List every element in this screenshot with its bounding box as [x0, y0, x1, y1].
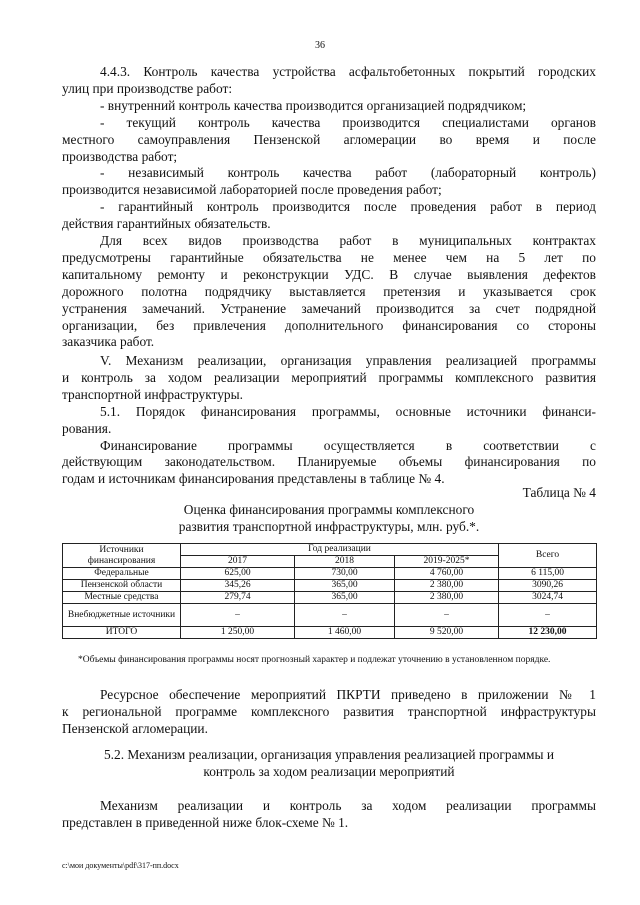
text-line: дорожного полотна подрядчику выставляется претензия и указывается срок — [62, 283, 596, 299]
heading-5-2-line-2: контроль за ходом реализации мероприятий — [203, 764, 455, 779]
text-line: производства работ; — [62, 148, 178, 164]
header-year-2019-2025: 2019-2025* — [395, 556, 499, 568]
row-name: Федеральные — [63, 568, 181, 580]
row-value: 730,00 — [295, 568, 395, 580]
text-line: капитальному ремонту и реконструкции УДС. В случае выявления дефектов — [62, 266, 596, 282]
row-total: 3024,74 — [499, 592, 597, 604]
page-number: 36 — [315, 40, 325, 51]
text-line: к региональной программе комплексного развития транспортной инфраструктуры — [62, 703, 596, 719]
header-year-2018: 2018 — [295, 556, 395, 568]
heading-5-2-line-1: 5.2. Механизм реализации, организация управления реализацией программы и — [103, 747, 554, 762]
text-line: Пензенской агломерации. — [62, 720, 208, 736]
text-line: - текущий контроль качества производится специалистами органов — [100, 114, 596, 130]
text-line: Для всех видов производства работ в муниципальных контрактах — [100, 233, 596, 248]
row-value: 345,26 — [181, 580, 295, 592]
row-value: 625,00 — [181, 568, 295, 580]
text-line: - независимый контроль качества работ (лабораторный контроль) — [100, 165, 596, 181]
row-value: 279,74 — [181, 592, 295, 604]
text-line: 5.1. Порядок финансирования программы, основные источники финанси- — [100, 403, 596, 419]
text-line: рования. — [62, 420, 112, 436]
text-line: устранения замечаний. Устранение замечаний производится за счет подрядной — [62, 300, 596, 316]
text-line: заказчика работ. — [62, 334, 155, 350]
header-year: Год реализации — [181, 544, 499, 556]
text-line: Ресурсное обеспечение мероприятий ПКРТИ приведено в приложении № 1 — [100, 687, 596, 702]
table-row — [63, 604, 597, 627]
row-total: – — [499, 604, 597, 627]
table-footnote: *Объемы финансирования программы носят прогнозный характер и подлежат уточнению в установленном порядке. — [78, 655, 551, 665]
header-year-2017: 2017 — [181, 556, 295, 568]
row-total: 6 115,00 — [499, 568, 597, 580]
row-value: 1 460,00 — [295, 627, 395, 639]
text-line: Механизм реализации и контроль за ходом реализации программы — [100, 798, 596, 813]
text-line: действующим законодательством. Планируемые объемы финансирования по — [62, 454, 596, 470]
table-row — [63, 568, 597, 580]
table-title-line-1: Оценка финансирования программы комплексного — [183, 502, 475, 517]
text-line: представлен в приведенной ниже блок-схеме № 1. — [62, 814, 349, 830]
text-line: транспортной инфраструктуры. — [62, 386, 243, 402]
text-line: и контроль за ходом реализации мероприятий программы комплексного развития — [62, 369, 596, 385]
row-value: 1 250,00 — [181, 627, 295, 639]
text-line: местного самоуправления Пензенской агломерации во время и после — [62, 131, 596, 147]
table-row-total — [63, 627, 597, 639]
row-value: 4 760,00 — [395, 568, 499, 580]
text-line: организации, без привлечения дополнительного финансирования со стороны — [62, 317, 596, 333]
text-line: производится независимой лабораторией после проведения работ; — [62, 182, 442, 198]
row-name: ИТОГО — [63, 627, 181, 639]
text-line: - гарантийный контроль производится после проведения работ в период — [100, 199, 596, 215]
row-name: Местные средства — [63, 592, 181, 604]
text-line: V. Механизм реализации, организация управления реализацией программы — [100, 353, 596, 368]
row-value: – — [181, 604, 295, 627]
row-value: 2 380,00 — [395, 592, 499, 604]
text-line: улиц при производстве работ: — [62, 80, 233, 96]
row-total: 12 230,00 — [499, 627, 597, 639]
text-line: Финансирование программы осуществляется в соответствии с — [100, 437, 596, 453]
row-name: Внебюджетные источники — [63, 604, 181, 627]
table-title-line-2: развития транспортной инфраструктуры, млн. руб.*. — [178, 519, 480, 534]
text-line: предусмотрены гарантийные обязательства не менее чем на 5 лет по — [62, 249, 596, 265]
row-total: 3090,26 — [499, 580, 597, 592]
row-value: 365,00 — [295, 592, 395, 604]
row-name: Пензенской области — [63, 580, 181, 592]
header-sources: Источники финансирования — [63, 544, 181, 568]
row-value: 365,00 — [295, 580, 395, 592]
text-line: - внутренний контроль качества производится организацией подрядчиком; — [100, 97, 527, 113]
text-line: действия гарантийных обязательств. — [62, 216, 271, 232]
header-total: Всего — [499, 544, 597, 568]
file-path: c:\мои документы\pdf\317-пп.docx — [62, 861, 179, 870]
table-row — [63, 592, 597, 604]
row-value: 9 520,00 — [395, 627, 499, 639]
financing-table — [62, 543, 597, 639]
row-value: 2 380,00 — [395, 580, 499, 592]
text-line: годам и источникам финансирования представлены в таблице № 4. — [62, 471, 445, 487]
row-value: – — [295, 604, 395, 627]
row-value: – — [395, 604, 499, 627]
table-row — [63, 580, 597, 592]
table-label: Таблица № 4 — [522, 485, 596, 500]
text-line: 4.4.3. Контроль качества устройства асфальтобетонных покрытий городских — [100, 64, 596, 79]
